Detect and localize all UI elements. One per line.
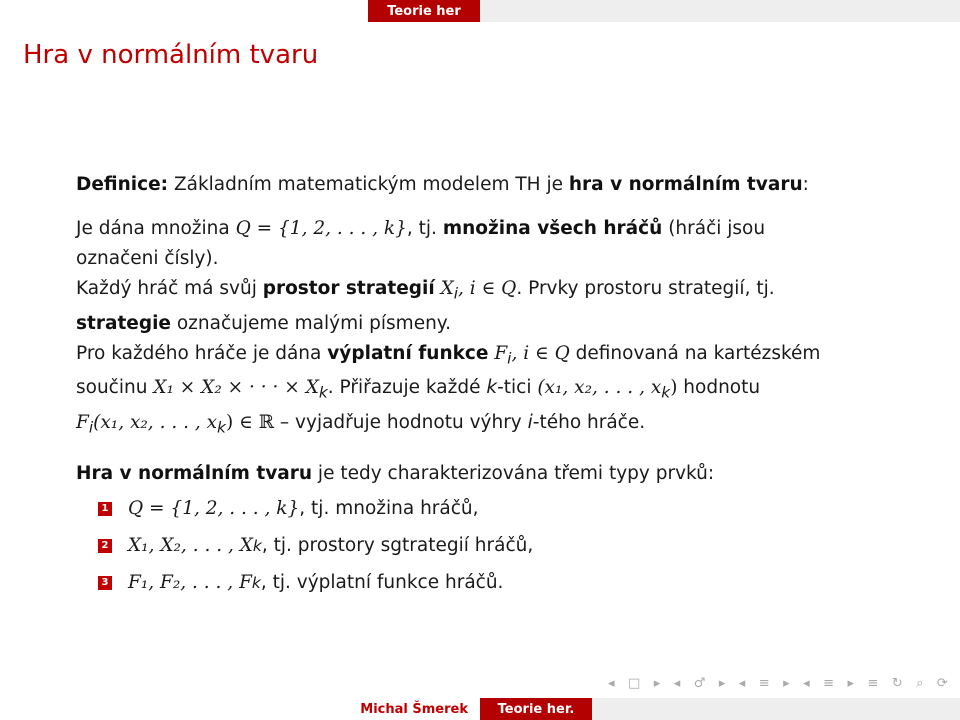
- math: i: [527, 412, 533, 434]
- bold-term: výplatní funkce: [327, 342, 489, 364]
- list-item: [76, 491, 896, 528]
- text: Je dána množina: [76, 218, 236, 239]
- nav-doc-icon[interactable]: ≡: [823, 675, 835, 691]
- nav-next-frame-icon[interactable]: ▸: [653, 675, 661, 691]
- text: – vyjadřuje hodnotu výhry: [274, 412, 528, 434]
- footer-bar: [0, 698, 960, 720]
- text: , tj. množina hráčů,: [299, 498, 479, 520]
- text: . Přiřazuje každé: [327, 377, 487, 399]
- math-sub: k: [217, 418, 226, 437]
- list-item: [76, 528, 896, 565]
- bold-term: strategie: [76, 312, 171, 334]
- math-sub: k: [252, 537, 262, 556]
- math-sub: i: [88, 418, 94, 437]
- text: definovaná na kartézském: [569, 342, 821, 364]
- math: F₁, F₂, . . . , F: [128, 572, 252, 594]
- bold-term: množina všech hráčů: [442, 218, 663, 239]
- footer-title: Teorie her.: [480, 698, 592, 720]
- math-sub: k: [251, 574, 261, 593]
- beamer-navigation: [608, 674, 948, 692]
- math: k: [486, 377, 498, 399]
- bold-term: prostor strategií: [262, 278, 435, 299]
- math-product: X₁ × X₂ × · · · × X: [153, 377, 319, 399]
- bold-term: Hra v normálním tvaru: [76, 462, 313, 484]
- text: označeni čísly).: [76, 248, 219, 269]
- math: ): [670, 377, 678, 399]
- math-q-set: Q = {1, 2, . . . , k}: [235, 218, 407, 239]
- header-right: [480, 0, 960, 22]
- footer-author: Michal Šmerek: [0, 698, 480, 720]
- math-sub: k: [661, 384, 671, 403]
- nav-prev-subsection-icon[interactable]: ◂: [673, 675, 681, 691]
- paragraph-players: [76, 214, 896, 274]
- nav-prev-frame-icon[interactable]: ◂: [608, 675, 615, 691]
- section-title[interactable]: Teorie her: [368, 0, 480, 22]
- text: Pro každého hráče je dána: [76, 342, 328, 364]
- summary-line: [76, 459, 896, 489]
- math: F: [76, 412, 89, 434]
- list-item: [76, 565, 896, 602]
- math-tuple: (x₁, x₂, . . . , x: [537, 377, 662, 399]
- text: (hráči jsou: [662, 218, 766, 239]
- nav-subsection-icon[interactable]: ♂: [693, 675, 706, 691]
- text: , tj. výplatní funkce hráčů.: [260, 572, 504, 594]
- nav-next-subsection-icon[interactable]: ▸: [718, 675, 726, 691]
- nav-prev-doc-icon[interactable]: ◂: [803, 675, 810, 691]
- text: hodnotu: [677, 377, 761, 399]
- math: X: [434, 278, 454, 299]
- nav-back-icon[interactable]: ↻: [891, 675, 903, 691]
- definition-label: Definice:: [76, 174, 169, 195]
- math-sub: i: [507, 349, 512, 368]
- text: součinu: [76, 377, 154, 399]
- item-number-badge: 1: [98, 502, 112, 516]
- slide-body: [76, 170, 896, 602]
- header-left: [0, 0, 368, 22]
- frame-title: Hra v normálním tvaru: [23, 40, 319, 70]
- math: , i ∈ Q: [458, 278, 517, 299]
- text: je tedy charakterizována třemi typy prvků:: [312, 462, 715, 484]
- item-number-badge: 2: [98, 539, 112, 553]
- header-bar: [0, 0, 960, 22]
- paragraph-strategies: [76, 274, 896, 339]
- math-sub: i: [453, 284, 459, 303]
- text: Každý hráč má svůj: [76, 278, 263, 299]
- definition-colon: :: [802, 174, 809, 195]
- math: , i ∈ Q: [511, 342, 570, 364]
- text: , tj. prostory sgtrategií hráčů,: [261, 535, 534, 557]
- text: označujeme malými písmeny.: [170, 312, 451, 334]
- nav-prev-section-icon[interactable]: ◂: [738, 675, 746, 691]
- text: , tj.: [406, 218, 443, 239]
- nav-frame-icon[interactable]: □: [627, 675, 641, 691]
- definition-term: hra v normálním tvaru: [568, 174, 803, 195]
- nav-align-icon[interactable]: ≡: [867, 675, 879, 691]
- math-sub: k: [318, 384, 328, 403]
- text: -tého hráče.: [532, 412, 646, 434]
- nav-next-doc-icon[interactable]: ▸: [847, 675, 854, 691]
- text: -tici: [497, 377, 538, 399]
- footer-right: [592, 698, 960, 720]
- math: (x₁, x₂, . . . , x: [93, 412, 218, 434]
- paragraph-payoff: [76, 339, 896, 443]
- nav-next-section-icon[interactable]: ▸: [783, 675, 790, 691]
- math: ) ∈ ℝ: [225, 412, 275, 434]
- definition-intro: Základním matematickým modelem TH je: [173, 174, 563, 195]
- nav-section-icon[interactable]: ≡: [758, 675, 770, 691]
- math: F: [488, 342, 508, 364]
- math: Q = {1, 2, . . . , k}: [128, 498, 300, 520]
- enumerate-list: [76, 491, 896, 602]
- nav-search-icon[interactable]: ⌕: [916, 675, 924, 691]
- definition-line: [76, 170, 896, 200]
- math: X₁, X₂, . . . , X: [128, 535, 253, 557]
- nav-forward-icon[interactable]: ⟳: [936, 675, 948, 691]
- item-number-badge: 3: [98, 576, 112, 590]
- text: . Prvky prostoru strategií, tj.: [516, 278, 775, 299]
